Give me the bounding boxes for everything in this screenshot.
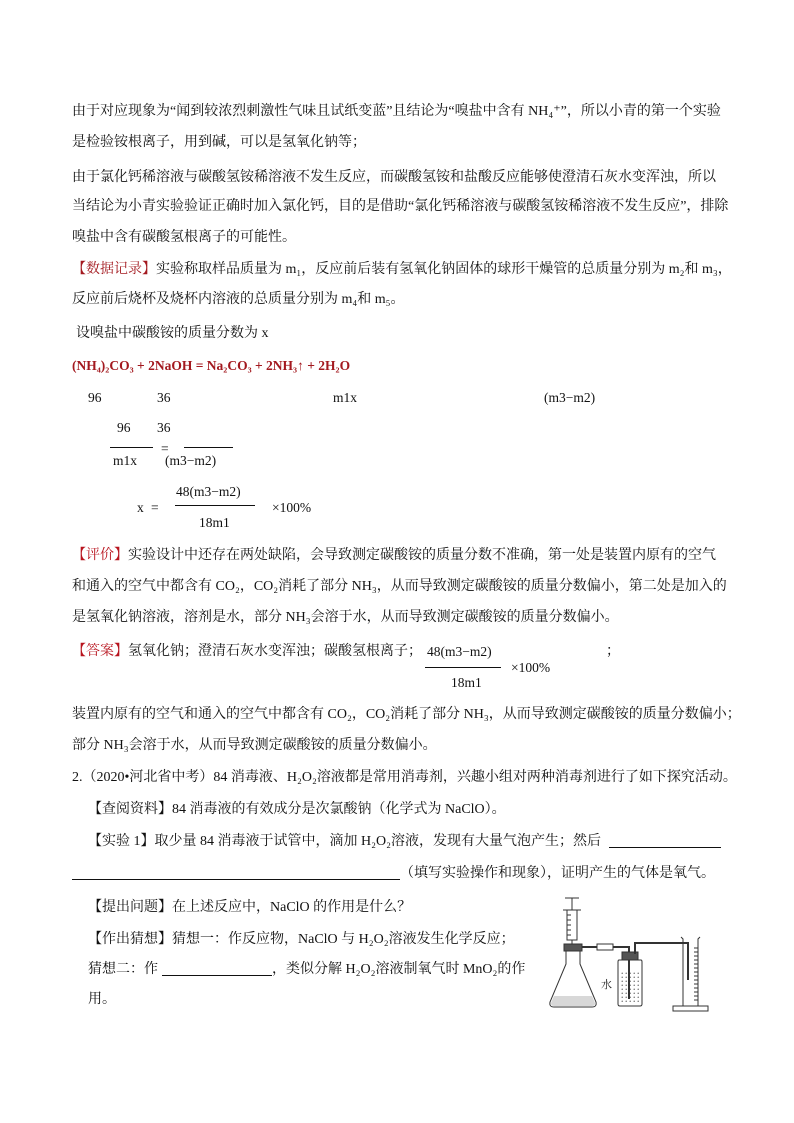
hypothesis-label: 【作出猜想】: [88, 932, 172, 947]
hypothesis-line-1: [88, 930, 515, 950]
analysis-line-4: 当结论为小青实验验证正确时加入氯化钙，目的是借助“氯化钙稀溶液与碳酸氢铵稀溶液不发生反应”，排除: [72, 199, 729, 214]
syringe: [563, 898, 581, 950]
experiment1-text-2: （填写实验操作和现象），证明产生的气体是氧气。: [400, 866, 715, 881]
answer-fraction-denominator: 18m1: [451, 675, 482, 690]
data-record-label: 【数据记录】: [72, 262, 156, 277]
cylinder-base: [673, 1006, 708, 1011]
lookup-label: 【查阅资料】: [88, 802, 172, 817]
answer-fraction-numerator: 48(m3−m2): [427, 644, 492, 659]
proportion-right-denominator: (m3−m2): [165, 453, 217, 468]
chemical-equation: (NH₄)₂CO₃ + 2NaOH = Na₂CO₃ + 2NH₃↑ + 2H₂O: [72, 358, 351, 373]
hypothesis-guess-2-prefix: 猜想二：作: [88, 962, 158, 977]
answer-semicolon: ；: [606, 644, 620, 659]
question-label: 【提出问题】: [88, 900, 172, 915]
experiment1-label: 【实验 1】: [88, 834, 155, 849]
answer-fraction-bar: [425, 667, 501, 668]
evaluation-label: 【评价】: [72, 548, 128, 563]
answer-label: 【答案】: [72, 644, 128, 659]
hypothesis-guess-2-suffix: ，类似分解 H₂O₂溶液制氧气时 MnO₂的作: [272, 962, 526, 977]
flask-stopper: [564, 944, 582, 951]
experiment1-answer-blank: [609, 832, 721, 848]
flask-liquid: [551, 996, 595, 1006]
result-variable: x: [137, 500, 144, 515]
question-text: 在上述反应中，NaClO 的作用是什么？: [172, 900, 412, 915]
proportion-right-fraction-bar: [184, 447, 233, 448]
result-percent: ×100%: [272, 500, 312, 515]
delivery-tube-2: [635, 943, 688, 980]
evaluation-line-2: 和通入的空气中都含有 CO₂，CO₂消耗了部分 NH₃，从而导致测定碳酸铵的质量分数偏小，第二处是加入的: [72, 579, 727, 594]
evaluation-line-1: [72, 546, 716, 566]
evaluation-line-3: 是氢氧化钠溶液，溶剂是水，部分 NH₃会溶于水，从而导致测定碳酸铵的质量分数偏小。: [72, 610, 619, 625]
question2-stem: 2.（2020•河北省中考）84 消毒液、H₂O₂溶液都是常用消毒剂，兴趣小组对两种消毒剂进行了如下探究活动。: [72, 770, 737, 785]
hypothesis-answer-blank: [162, 960, 272, 976]
rubber-connector: [597, 944, 613, 950]
proportion-left-denominator: m1x: [113, 453, 138, 468]
ratio-value-96: 96: [88, 390, 102, 405]
data-record-line-1: [72, 260, 732, 280]
bottle-water: [619, 970, 641, 1004]
lookup-text: 84 消毒液的有效成分是次氯酸钠（化学式为 NaClO）。: [172, 802, 506, 817]
result-numerator: 48(m3−m2): [176, 484, 241, 499]
gas-washing-bottle: [618, 952, 642, 1006]
data-record-line-2: 反应前后烧杯及烧杯内溶液的总质量分别为 m₄和 m₅。: [72, 292, 405, 307]
analysis-line-5: 嗅盐中含有碳酸氢根离子的可能性。: [72, 230, 296, 245]
analysis-line-3: 由于氯化钙稀溶液与碳酸氢铵稀溶液不发生反应，而碳酸氢铵和盐酸反应能够使澄清石灰水变浑浊，所以: [72, 170, 716, 185]
calculation-assumption: 设嗅盐中碳酸铵的质量分数为 x: [76, 326, 269, 341]
proportion-right-numerator: 36: [157, 420, 171, 435]
hypothesis-line-2: [88, 960, 525, 980]
proportion-equals-sign: =: [161, 441, 169, 456]
cylinder-scale-ticks: [694, 948, 698, 1000]
lookup-line: [88, 800, 506, 820]
ratio-value-mass-diff: (m3−m2): [544, 390, 596, 405]
experiment1-text: 取少量 84 消毒液于试管中，滴加 H₂O₂溶液，发现有大量气泡产生；然后: [154, 834, 601, 849]
question-line: [88, 898, 411, 918]
answer-line-3: 部分 NH₃会溶于水，从而导致测定碳酸铵的质量分数偏小。: [72, 738, 437, 753]
ratio-value-36: 36: [157, 390, 171, 405]
result-fraction-bar: [175, 505, 255, 506]
answer-line-2: 装置内原有的空气和通入的空气中都含有 CO₂，CO₂消耗了部分 NH₃，从而导致测定碳酸铵的质量分数偏小；: [72, 707, 741, 722]
proportion-left-fraction-bar: [110, 447, 153, 448]
evaluation-text: 实验设计中还存在两处缺陷，会导致测定碳酸铵的质量分数不准确，第一处是装置内原有的空气: [128, 548, 716, 563]
proportion-left-numerator: 96: [117, 420, 131, 435]
experiment1-line-1: [88, 832, 721, 852]
answer-percent: ×100%: [511, 660, 551, 675]
answer-text: 氢氧化钠；澄清石灰水变浑浊；碳酸氢根离子；: [128, 644, 422, 659]
data-record-text: 实验称取样品质量为 m₁，反应前后装有氢氧化钠固体的球形干燥管的总质量分别为 m₂和 m₃，: [156, 262, 732, 277]
answer-line-1: [72, 642, 422, 662]
result-equals-sign: =: [151, 500, 159, 515]
experiment1-answer-blank-continued: [72, 864, 400, 880]
ratio-value-m1x: m1x: [333, 390, 358, 405]
apparatus-diagram: [545, 888, 725, 1018]
erlenmeyer-flask: [550, 944, 596, 1007]
water-label: 水: [601, 978, 612, 991]
hypothesis-line-3: 用。: [88, 992, 116, 1007]
graduated-cylinder: [673, 937, 708, 1011]
delivery-tube-to-cylinder: [635, 943, 688, 980]
result-denominator: 18m1: [199, 515, 230, 530]
hypothesis-guess-1: 猜想一：作反应物，NaClO 与 H₂O₂溶液发生化学反应；: [172, 932, 515, 947]
experiment1-line-2: [72, 864, 715, 884]
analysis-line-2: 是检验铵根离子，用到碱，可以是氢氧化钠等；: [72, 135, 366, 150]
analysis-line-1: 由于对应现象为“闻到较浓烈刺激性气味且试纸变蓝”且结论为“嗅盐中含有 NH₄⁺”，所以小青的第一个实验: [72, 104, 721, 119]
